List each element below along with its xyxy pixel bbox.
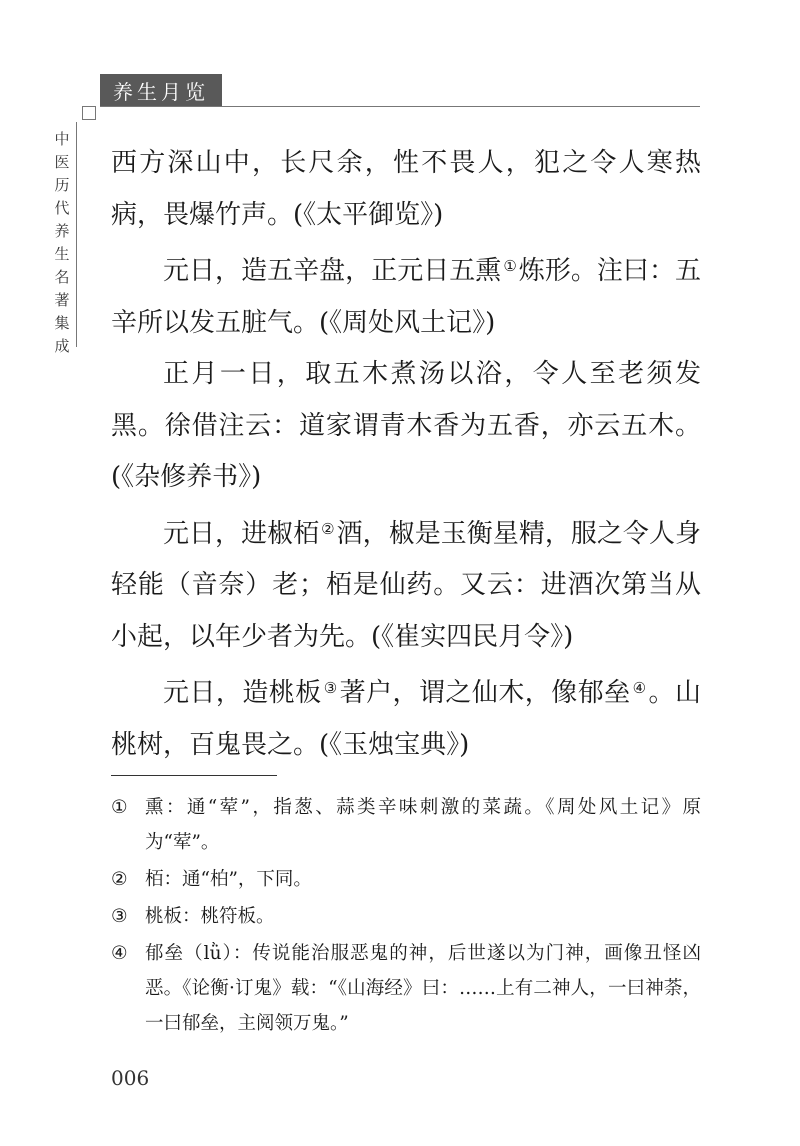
- paragraph-text: 。山桃树，百鬼畏之。(《玉烛宝典》): [111, 678, 701, 760]
- corner-ornament: [82, 106, 96, 120]
- footnote-3: [111, 899, 701, 934]
- footnote-ref-3: ③: [323, 679, 338, 697]
- footnote-separator: [111, 775, 277, 776]
- paragraph-text: 酒，椒是玉衡星精，服之令人身轻能（音奈）老；栢是仙药。又云：进酒次第当从小起，以年少者为先。(《崔实四民月令》): [111, 518, 701, 652]
- series-char: 历: [54, 176, 70, 194]
- paragraph-text: 著户，谓之仙木，像郁垒: [339, 678, 631, 708]
- paragraph-5: [111, 663, 701, 771]
- footnote-text: 桃板：桃符板。: [145, 906, 275, 927]
- footnote-ref-4: ④: [632, 679, 647, 697]
- footnote-4: [111, 936, 701, 1041]
- footnote-text: 熏：通“荤”，指葱、蒜类辛味刺激的菜蔬。《周处风土记》原为“荤”。: [145, 797, 701, 853]
- paragraph-1: 西方深山中，长尺余，性不畏人，犯之令人寒热病，畏爆竹声。(《太平御览》): [111, 148, 701, 230]
- paragraph-text: 元日，造五辛盘，正元日五熏: [163, 256, 502, 286]
- paragraph-3: 正月一日，取五木煮汤以浴，令人至老须发黑。徐借注云：道家谓青木香为五香，亦云五木。(《杂修养书》): [111, 359, 701, 492]
- footnote-number: ①: [111, 797, 128, 818]
- footnote-1: [111, 790, 701, 860]
- footnote-text: 郁垒（lǜ）：传说能治服恶鬼的神，后世遂以为门神，画像丑怪凶恶。《论衡·订鬼》载：“《山海经》曰：……上有二神人，一曰神荼，一曰郁垒，主阅领万鬼。”: [145, 943, 701, 1034]
- footnote-number: ③: [111, 906, 128, 927]
- paragraph-text: 元日，进椒栢: [163, 518, 320, 549]
- header-rule: [100, 106, 700, 107]
- footnote-ref-1: ①: [503, 257, 517, 275]
- series-title-vertical: [52, 128, 72, 358]
- footnote-2: [111, 862, 701, 897]
- series-char: 医: [54, 153, 70, 171]
- footnote-ref-2: ②: [321, 519, 335, 538]
- running-header-title: 养生月览: [100, 74, 222, 106]
- series-char: 成: [54, 337, 70, 355]
- side-rule: [76, 122, 77, 347]
- footnotes: [111, 790, 701, 1043]
- series-char: 名: [54, 268, 70, 286]
- footnote-text: 栢：通“柏”，下同。: [145, 869, 312, 890]
- paragraph-text: 元日，造桃板: [163, 678, 322, 708]
- series-char: 养: [54, 222, 70, 240]
- series-char: 代: [54, 199, 70, 217]
- footnote-number: ②: [111, 869, 128, 890]
- series-char: 生: [54, 245, 70, 263]
- paragraph-4: [111, 504, 701, 664]
- series-char: 集: [54, 314, 70, 332]
- series-char: 中: [54, 130, 70, 148]
- series-char: 著: [54, 291, 70, 309]
- page-number: 006: [111, 1066, 150, 1090]
- footnote-number: ④: [111, 943, 128, 964]
- paragraph-text: 炼形。注曰：五辛所以发五脏气。(《周处风土记》): [111, 256, 701, 338]
- main-text: [111, 138, 701, 771]
- paragraph-2: [111, 241, 701, 349]
